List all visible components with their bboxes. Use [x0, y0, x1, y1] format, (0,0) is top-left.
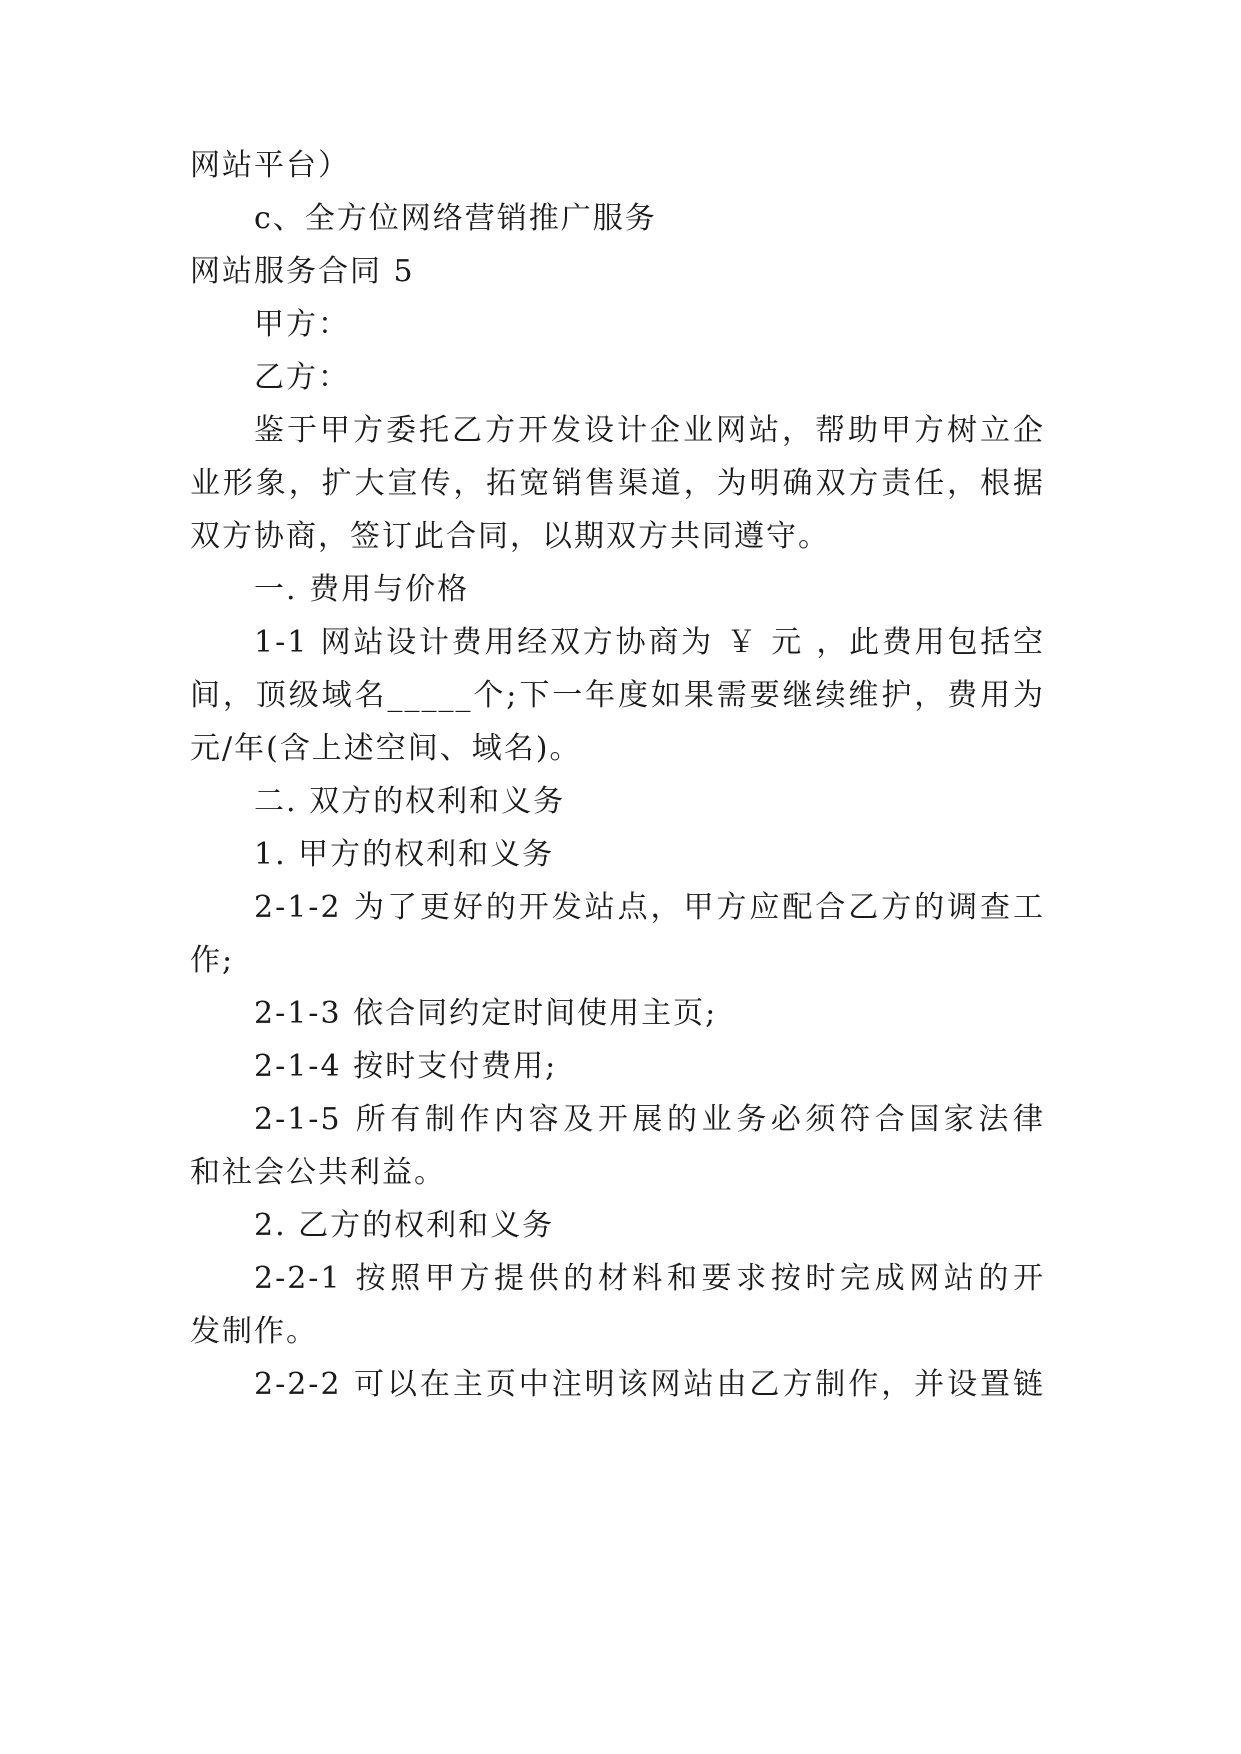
subheading: 1. 甲方的权利和义务	[254, 837, 555, 872]
section-title: 网站服务合同 5	[190, 254, 415, 289]
paragraph-line: 1-1 网站设计费用经双方协商为 ￥ 元 ，此费用包括空	[254, 625, 1045, 660]
paragraph-line: 2-1-3 依合同约定时间使用主页;	[254, 996, 718, 1031]
subheading: 2. 乙方的权利和义务	[254, 1208, 555, 1243]
paragraph-line: 间，顶级域名_____个;下一年度如果需要继续维护，费用为	[190, 678, 1045, 713]
paragraph-line: 2-1-4 按时支付费用;	[254, 1049, 558, 1084]
paragraph-line: 2-2-1 按照甲方提供的材料和要求按时完成网站的开	[254, 1261, 1045, 1296]
paragraph-line: 元/年(含上述空间、域名)。	[190, 731, 582, 766]
paragraph-line: 2-1-5 所有制作内容及开展的业务必须符合国家法律	[254, 1102, 1045, 1137]
paragraph-line: 鉴于甲方委托乙方开发设计企业网站，帮助甲方树立企	[254, 413, 1045, 448]
text-line: 网站平台）	[190, 148, 350, 183]
paragraph-line: 2-1-2 为了更好的开发站点，甲方应配合乙方的调查工	[254, 890, 1045, 925]
paragraph-line: 作;	[190, 943, 235, 978]
paragraph-line: 和社会公共利益。	[190, 1155, 446, 1190]
paragraph-line: 发制作。	[190, 1314, 318, 1349]
text-line: c、全方位网络营销推广服务	[254, 201, 657, 236]
party-a-label: 甲方：	[254, 307, 350, 342]
paragraph-line: 2-2-2 可以在主页中注明该网站由乙方制作，并设置链	[254, 1367, 1045, 1402]
party-b-label: 乙方：	[254, 360, 350, 395]
heading: 一. 费用与价格	[254, 572, 470, 607]
paragraph-line: 双方协商，签订此合同，以期双方共同遵守。	[190, 519, 830, 554]
paragraph-line: 业形象，扩大宣传，拓宽销售渠道，为明确双方责任，根据	[190, 466, 1045, 501]
heading: 二. 双方的权利和义务	[254, 784, 566, 819]
